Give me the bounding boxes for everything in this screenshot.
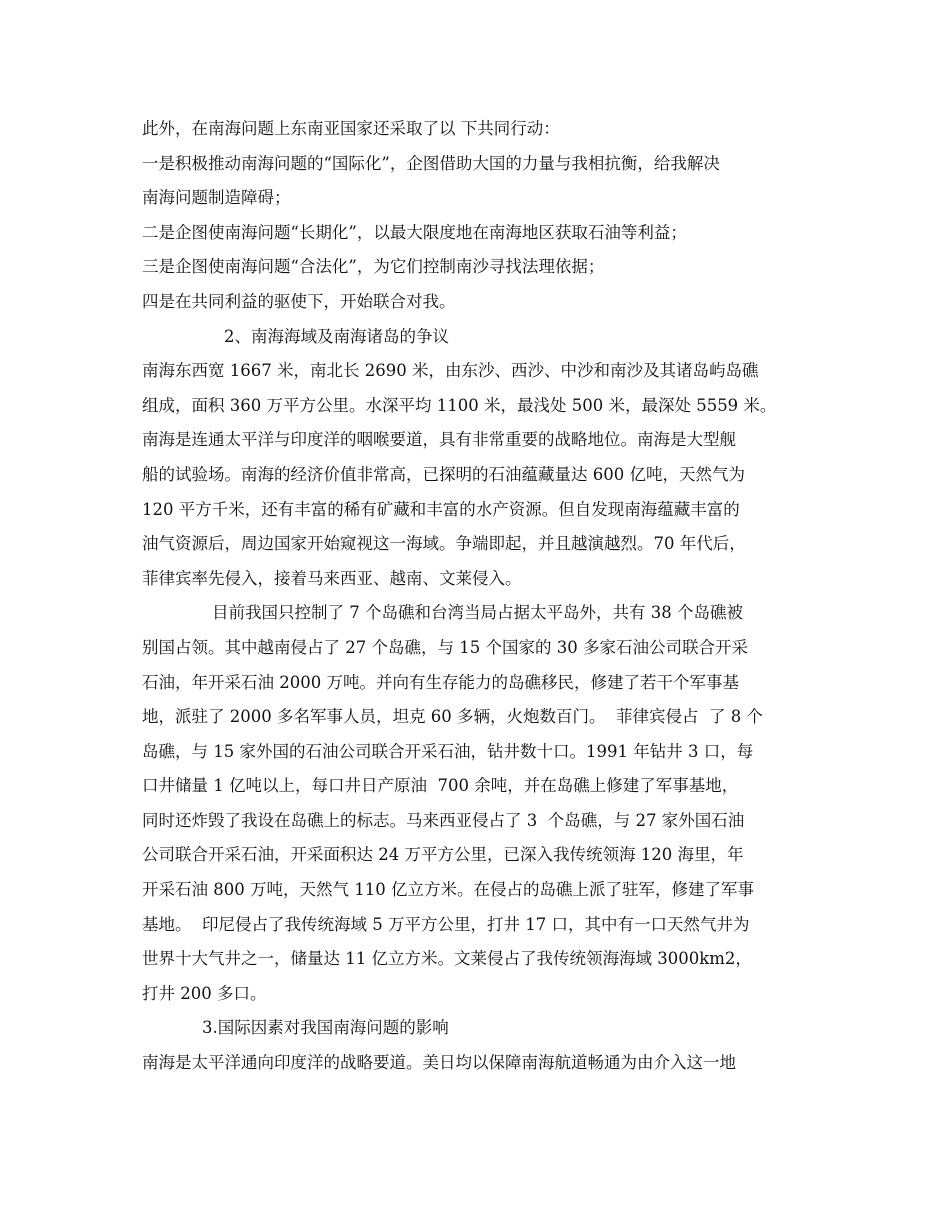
paragraph-line: 船的试验场。南海的经济价值非常高，已探明的石油蕴藏量达 600 亿吨，天然气为: [142, 464, 745, 484]
section-heading: 2、南海海域及南海诸岛的争议: [224, 326, 449, 346]
paragraph-line: 世界十大气井之一，储量达 11 亿立方米。文莱侵占了我传统领海海域 3000km2，: [142, 949, 752, 969]
paragraph-line: 口井储量 1 亿吨以上，每口井日产原油 700 余吨，并在岛礁上修建了军事基地，: [142, 776, 739, 796]
paragraph-line: 四是在共同利益的驱使下，开始联合对我。: [142, 291, 456, 311]
paragraph-line: 石油，年开采石油 2000 万吨。并向有生存能力的岛礁移民，修建了若干个军事基: [142, 672, 739, 692]
paragraph-line: 此外，在南海问题上东南亚国家还采取了以 下共同行动：: [142, 119, 560, 138]
paragraph-line: 岛礁，与 15 家外国的石油公司联合开采石油，钻井数十口。1991 年钻井 3 口，每: [142, 741, 754, 761]
paragraph-line: 菲律宾率先侵入，接着马来西亚、越南、文莱侵入。: [142, 568, 522, 588]
paragraph-line: 开采石油 800 万吨，天然气 110 亿立方米。在侵占的岛礁上派了驻军，修建了军事: [142, 880, 754, 900]
paragraph-line: 打井 200 多口。: [142, 983, 267, 1003]
paragraph-line: 南海是连通太平洋与印度洋的咽喉要道，具有非常重要的战略地位。南海是大型舰: [142, 430, 736, 450]
paragraph-line: 组成，面积 360 万平方公里。水深平均 1100 米，最浅处 500 米，最深处 5559 米。: [142, 395, 777, 415]
paragraph-line: 一是积极推动南海问题的“国际化”，企图借助大国的力量与我相抗衡，给我解决: [142, 153, 720, 173]
section-heading: 3.国际因素对我国南海问题的影响: [202, 1018, 449, 1038]
paragraph-line: 同时还炸毁了我设在岛礁上的标志。马来西亚侵占了 3 个岛礁，与 27 家外国石油: [142, 810, 745, 830]
paragraph-line: 三是企图使南海问题“合法化”，为它们控制南沙寻找法理依据；: [142, 257, 605, 277]
paragraph-line: 南海东西宽 1667 米，南北长 2690 米，由东沙、西沙、中沙和南沙及其诸岛屿岛礁: [142, 361, 759, 381]
paragraph-line: 目前我国只控制了 7 个岛礁和台湾当局占据太平岛外，共有 38 个岛礁被: [212, 603, 743, 623]
paragraph-line: 南海问题制造障碍；: [142, 188, 291, 208]
document-body: [142, 112, 822, 1081]
paragraph-line: 公司联合开采石油，开采面积达 24 万平方公里，已深入我传统领海 120 海里，年: [142, 845, 744, 865]
paragraph-line: 基地。 印尼侵占了我传统海域 5 万平方公里，打井 17 口，其中有一口天然气井为: [142, 914, 750, 934]
paragraph-line: 地，派驻了 2000 多名军事人员，坦克 60 多辆，火炮数百门。 菲律宾侵占 了 8 个: [142, 707, 763, 727]
paragraph-line: 别国占领。其中越南侵占了 27 个岛礁，与 15 个国家的 30 多家石油公司联合开采: [142, 637, 748, 657]
paragraph-line: 南海是太平洋通向印度洋的战略要道。美日均以保障南海航道畅通为由介入这一地: [142, 1053, 736, 1073]
paragraph-line: 二是企图使南海问题“长期化”，以最大限度地在南海地区获取石油等利益；: [142, 222, 687, 242]
paragraph-line: 油气资源后，周边国家开始窥视这一海域。争端即起，并且越演越烈。70 年代后，: [142, 534, 746, 554]
paragraph-line: 120 平方千米，还有丰富的稀有矿藏和丰富的水产资源。但自发现南海蕴藏丰富的: [142, 499, 740, 519]
